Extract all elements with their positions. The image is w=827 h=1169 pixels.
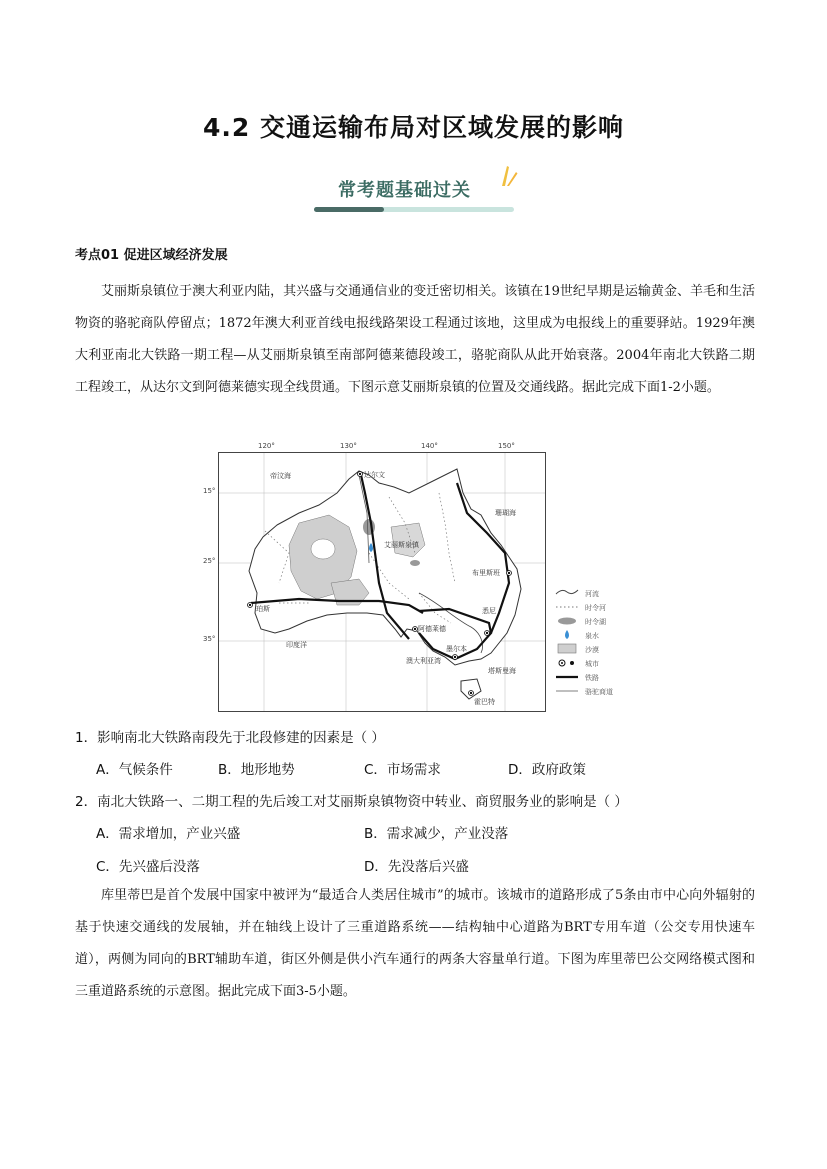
lon-tick: 130° <box>340 442 357 450</box>
question-1-option-b[interactable]: B．地形地势 <box>218 762 295 778</box>
lake <box>410 560 420 566</box>
label-alice-springs: 艾丽斯泉镇 <box>384 541 419 549</box>
legend-city: 城市 <box>555 656 579 670</box>
seasonal-lake-icon <box>555 614 579 626</box>
spring-icon <box>555 628 579 640</box>
label-timor-sea: 帝汶海 <box>270 472 291 480</box>
desert-icon <box>555 642 579 654</box>
passage-2: 库里蒂巴是首个发展中国家中被评为“最适合人类居住城市”的城市。该城市的道路形成了5条由市中心向外辐射的基于快速交通线的发展轴，并在轴线上设计了三重道路系统——结构轴中心道路为BRT专用车道（公交专用快速车道），两侧为同向的BRT辅助车道，街区外侧是供小汽车通行的两条大容量单行道。下图为库里蒂巴公交网络模式图和三重道路系统的示意图。据此完成下面3-5小题。 <box>75 888 755 999</box>
question-2-stem: 2．南北大铁路一、二期工程的先后竣工对艾丽斯泉镇物资中转业、商贸服务业的影响是（ ） <box>75 794 628 810</box>
label-tasman-sea: 塔斯曼海 <box>488 667 516 675</box>
lat-tick: 25° <box>203 557 216 565</box>
question-1-option-a[interactable]: A．气候条件 <box>96 762 173 778</box>
label-indian-ocean: 印度洋 <box>286 641 307 649</box>
label-brisbane: 布里斯班 <box>472 569 500 577</box>
passage-1: 艾丽斯泉镇位于澳大利亚内陆，其兴盛与交通通信业的变迁密切相关。该镇在19世纪早期是运输黄金、羊毛和生活物资的骆驼商队停留点；1872年澳大利亚首线电报线路架设工程通过该地，这里成为电报线上的重要驿站。1929年澳大利亚南北大铁路一期工程—从艾丽斯泉镇至南部阿德莱德段竣工，骆驼商队从此开始衰落。2004年南北大铁路二期工程竣工，从达尔文到阿德莱德实现全线贯通。下图示意艾丽斯泉镇的位置及交通线路。据此完成下面1-2小题。 <box>75 284 755 395</box>
label-darwin: 达尔文 <box>364 471 385 479</box>
label-melbourne: 墨尔本 <box>446 645 467 653</box>
legend-railway: 铁路 <box>555 670 579 684</box>
question-1-stem: 1．影响南北大铁路南段先于北段修建的因素是（ ） <box>75 730 385 746</box>
camel-route-icon <box>555 684 579 696</box>
lon-tick: 140° <box>421 442 438 450</box>
question-2-option-b[interactable]: B．需求减少，产业没落 <box>364 826 509 842</box>
question-1-option-d[interactable]: D．政府政策 <box>508 762 586 778</box>
legend-seasonal-lake: 时令湖 <box>555 614 579 628</box>
question-2-option-c[interactable]: C．先兴盛后没落 <box>96 859 200 875</box>
page-title: 4.2 交通运输布局对区域发展的影响 <box>203 113 624 142</box>
section-heading: 考点01 促进区域经济发展 <box>75 248 228 263</box>
legend-spring: 泉水 <box>555 628 579 642</box>
river-icon <box>555 586 579 598</box>
seasonal-river-icon <box>555 600 579 612</box>
coastline <box>249 469 521 665</box>
lat-tick: 35° <box>203 635 216 643</box>
lon-tick: 150° <box>498 442 515 450</box>
city-icon <box>555 656 579 668</box>
banner-underline-accent <box>314 207 384 212</box>
lat-tick: 15° <box>203 487 216 495</box>
legend-river: 河流 <box>555 586 579 600</box>
legend-camel-route: 骆驼商道 <box>555 684 579 698</box>
label-adelaide: 阿德莱德 <box>418 625 446 633</box>
banner-text: 常考题基础过关 <box>338 180 471 201</box>
label-great-australian-bight: 澳大利亚湾 <box>406 657 441 665</box>
section-banner <box>314 162 524 216</box>
question-2-option-a[interactable]: A．需求增加，产业兴盛 <box>96 826 241 842</box>
tasmania <box>461 679 481 699</box>
question-2-option-d[interactable]: D．先没落后兴盛 <box>364 859 469 875</box>
label-perth: 珀斯 <box>256 605 270 613</box>
label-coral-sea: 珊瑚海 <box>495 509 516 517</box>
lon-tick: 120° <box>258 442 275 450</box>
legend-seasonal-river: 时令河 <box>555 600 579 614</box>
spark-icon <box>498 164 520 188</box>
label-hobart: 霍巴特 <box>474 698 495 706</box>
desert-area <box>311 539 335 559</box>
railway-icon <box>555 670 579 682</box>
question-1-option-c[interactable]: C．市场需求 <box>364 762 441 778</box>
label-sydney: 悉尼 <box>482 607 496 615</box>
legend-desert: 沙漠 <box>555 642 579 656</box>
